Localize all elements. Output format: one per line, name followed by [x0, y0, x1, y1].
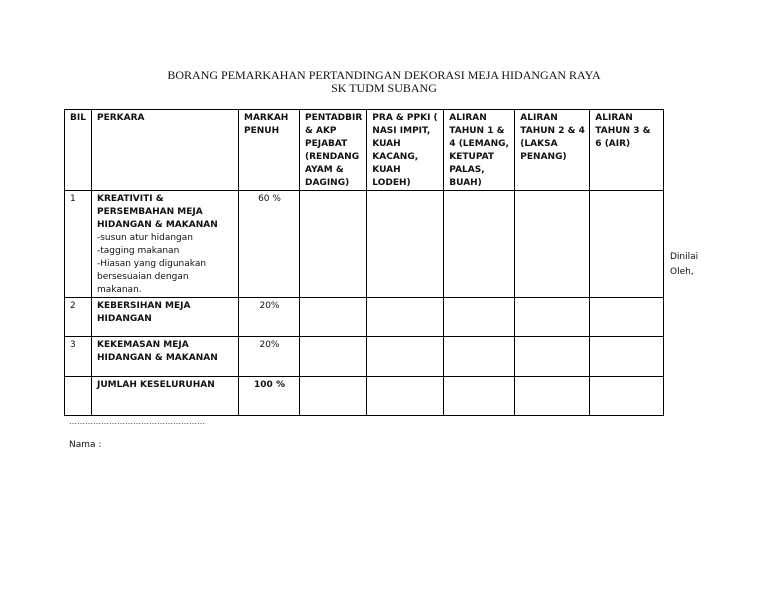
score-cell-pentadbir[interactable] — [300, 337, 367, 377]
score-cell-pra[interactable] — [367, 377, 444, 416]
score-cell-aliran3[interactable] — [590, 337, 664, 377]
row-bil: 1 — [65, 191, 92, 298]
row-bil — [65, 377, 92, 416]
row-perkara: KEKEMASAN MEJA HIDANGAN & MAKANAN — [92, 337, 239, 377]
score-cell-aliran1[interactable] — [444, 191, 515, 298]
header-pentadbir: PENTADBIR & AKP PEJABAT (RENDANG AYAM & DAGING) — [300, 110, 367, 191]
table-row — [65, 298, 664, 337]
criterion-title: KREATIVITI & PERSEMBAHAN MEJA HIDANGAN & MAKANAN — [97, 194, 218, 230]
signature-line: …………………………………………… — [69, 417, 205, 426]
score-cell-aliran1[interactable] — [444, 298, 515, 337]
header-aliran-3-6: ALIRAN TAHUN 3 & 6 (AIR) — [590, 110, 664, 191]
row-perkara: KEBERSIHAN MEJA HIDANGAN — [92, 298, 239, 337]
score-cell-aliran2[interactable] — [515, 377, 590, 416]
criterion-detail: -Hiasan yang digunakan bersesuaian dengan makanan. — [97, 259, 207, 295]
header-aliran-1-4: ALIRAN TAHUN 1 & 4 (LEMANG, KETUPAT PALAS, BUAH) — [444, 110, 515, 191]
header-perkara: PERKARA — [92, 110, 239, 191]
name-label: Nama : — [69, 440, 102, 450]
score-cell-pentadbir[interactable] — [300, 191, 367, 298]
score-cell-aliran3[interactable] — [590, 298, 664, 337]
score-cell-aliran2[interactable] — [515, 337, 590, 377]
form-title: BORANG PEMARKAHAN PERTANDINGAN DEKORASI MEJA HIDANGAN RAYA — [167, 68, 601, 82]
criterion-detail: -tagging makanan — [97, 246, 180, 256]
score-cell-pra[interactable] — [367, 337, 444, 377]
header-bil: BIL — [65, 110, 92, 191]
total-row — [65, 377, 664, 416]
score-cell-aliran1[interactable] — [444, 377, 515, 416]
row-markah: 60 % — [239, 191, 300, 298]
header-markah-penuh: MARKAH PENUH — [239, 110, 300, 191]
row-bil: 3 — [65, 337, 92, 377]
score-cell-aliran3[interactable] — [590, 191, 664, 298]
row-perkara — [92, 191, 239, 298]
row-perkara: JUMLAH KESELURUHAN — [92, 377, 239, 416]
table-row — [65, 191, 664, 298]
assessor-label: Dinilai Oleh, — [670, 252, 699, 277]
header-pra-ppki: PRA & PPKI ( NASI IMPIT, KUAH KACANG, KUAH LODEH) — [367, 110, 444, 191]
row-bil: 2 — [65, 298, 92, 337]
score-cell-aliran1[interactable] — [444, 337, 515, 377]
row-markah: 20% — [239, 337, 300, 377]
school-name: SK TUDM SUBANG — [331, 81, 437, 95]
score-cell-aliran3[interactable] — [590, 377, 664, 416]
score-cell-aliran2[interactable] — [515, 298, 590, 337]
row-markah: 20% — [239, 298, 300, 337]
header-aliran-2-4: ALIRAN TAHUN 2 & 4 (LAKSA PENANG) — [515, 110, 590, 191]
score-cell-pentadbir[interactable] — [300, 377, 367, 416]
table-row — [65, 337, 664, 377]
row-markah: 100 % — [239, 377, 300, 416]
score-cell-pra[interactable] — [367, 298, 444, 337]
criterion-detail: -susun atur hidangan — [97, 233, 193, 243]
scoring-table — [64, 109, 664, 416]
header-row — [65, 110, 664, 191]
score-cell-pra[interactable] — [367, 191, 444, 298]
score-cell-pentadbir[interactable] — [300, 298, 367, 337]
score-cell-aliran2[interactable] — [515, 191, 590, 298]
